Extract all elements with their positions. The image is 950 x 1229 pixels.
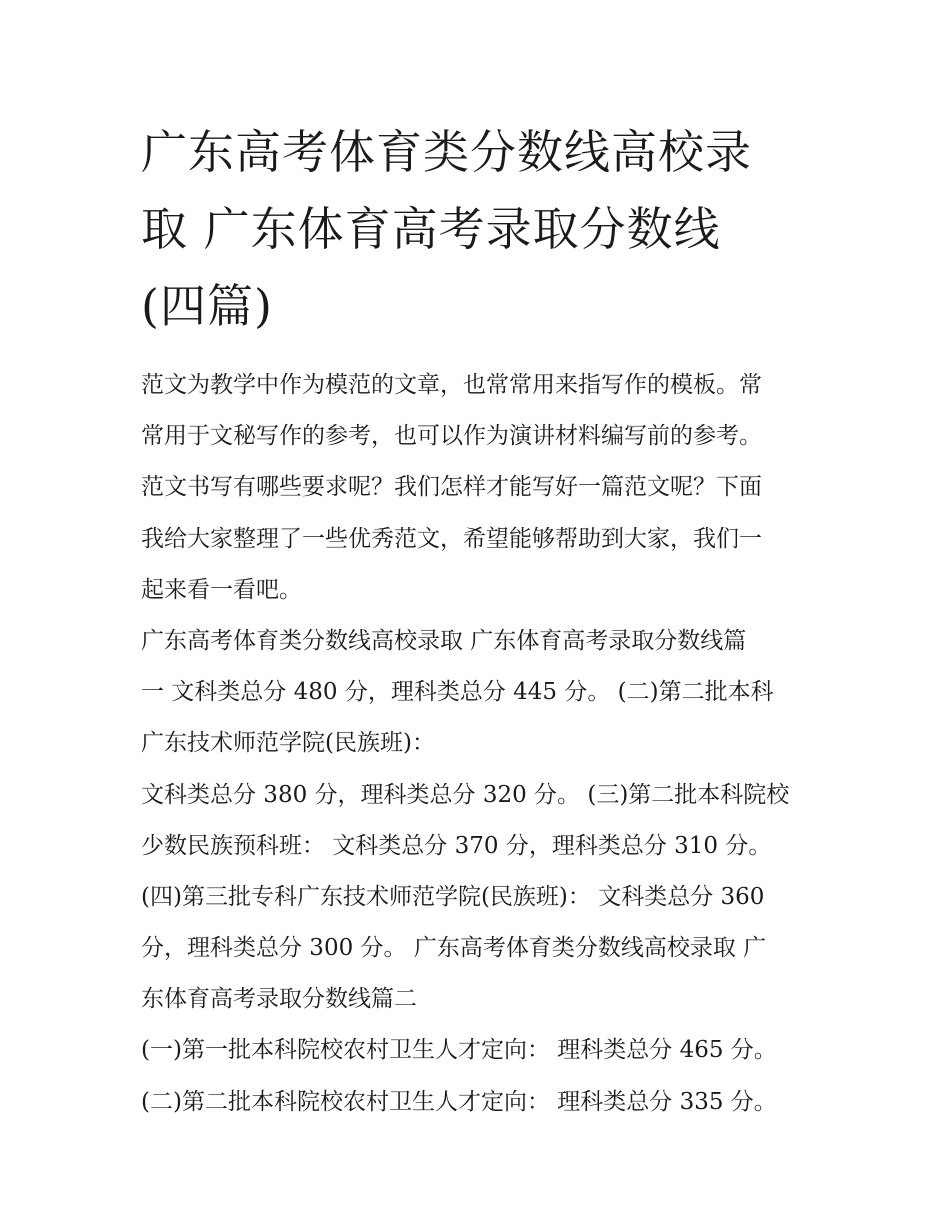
- body-line: (一)第一批本科院校农村卫生人才定向： 理科类总分 465 分。: [141, 1037, 777, 1064]
- body-line: 少数民族预科班： 文科类总分 370 分，理科类总分 310 分。: [141, 832, 772, 859]
- body-line: 东体育高考录取分数线篇二: [141, 986, 417, 1013]
- document-title: [141, 114, 821, 345]
- body-line: 范文为教学中作为模范的文章，也常常用来指写作的模板。常: [141, 372, 762, 398]
- document-body: [141, 360, 841, 1128]
- body-line: 起来看一看吧。: [141, 576, 302, 603]
- title-line: (四篇): [141, 279, 273, 333]
- body-line: (四)第三批专科广东技术师范学院(民族班)： 文科类总分 360: [141, 883, 765, 910]
- title-line: 取 广东体育高考录取分数线: [141, 202, 721, 256]
- body-line: 范文书写有哪些要求呢？我们怎样才能写好一篇范文呢？下面: [141, 474, 762, 501]
- body-line: 我给大家整理了一些优秀范文，希望能够帮助到大家，我们一: [141, 525, 762, 552]
- title-line: 广东高考体育类分数线高校录: [141, 125, 752, 179]
- body-line: (二)第二批本科院校农村卫生人才定向： 理科类总分 335 分。: [141, 1088, 777, 1115]
- body-line: 广东高考体育类分数线高校录取 广东体育高考录取分数线篇: [141, 627, 747, 654]
- body-line: 常用于文秘写作的参考，也可以作为演讲材料编写前的参考。: [141, 423, 762, 450]
- body-line: 文科类总分 380 分，理科类总分 320 分。 (三)第二批本科院校: [141, 781, 790, 808]
- body-line: 一 文科类总分 480 分，理科类总分 445 分。 (二)第二批本科: [141, 679, 774, 706]
- body-line: 分，理科类总分 300 分。 广东高考体育类分数线高校录取 广: [141, 935, 767, 962]
- body-line: 广东技术师范学院(民族班)：: [141, 730, 435, 757]
